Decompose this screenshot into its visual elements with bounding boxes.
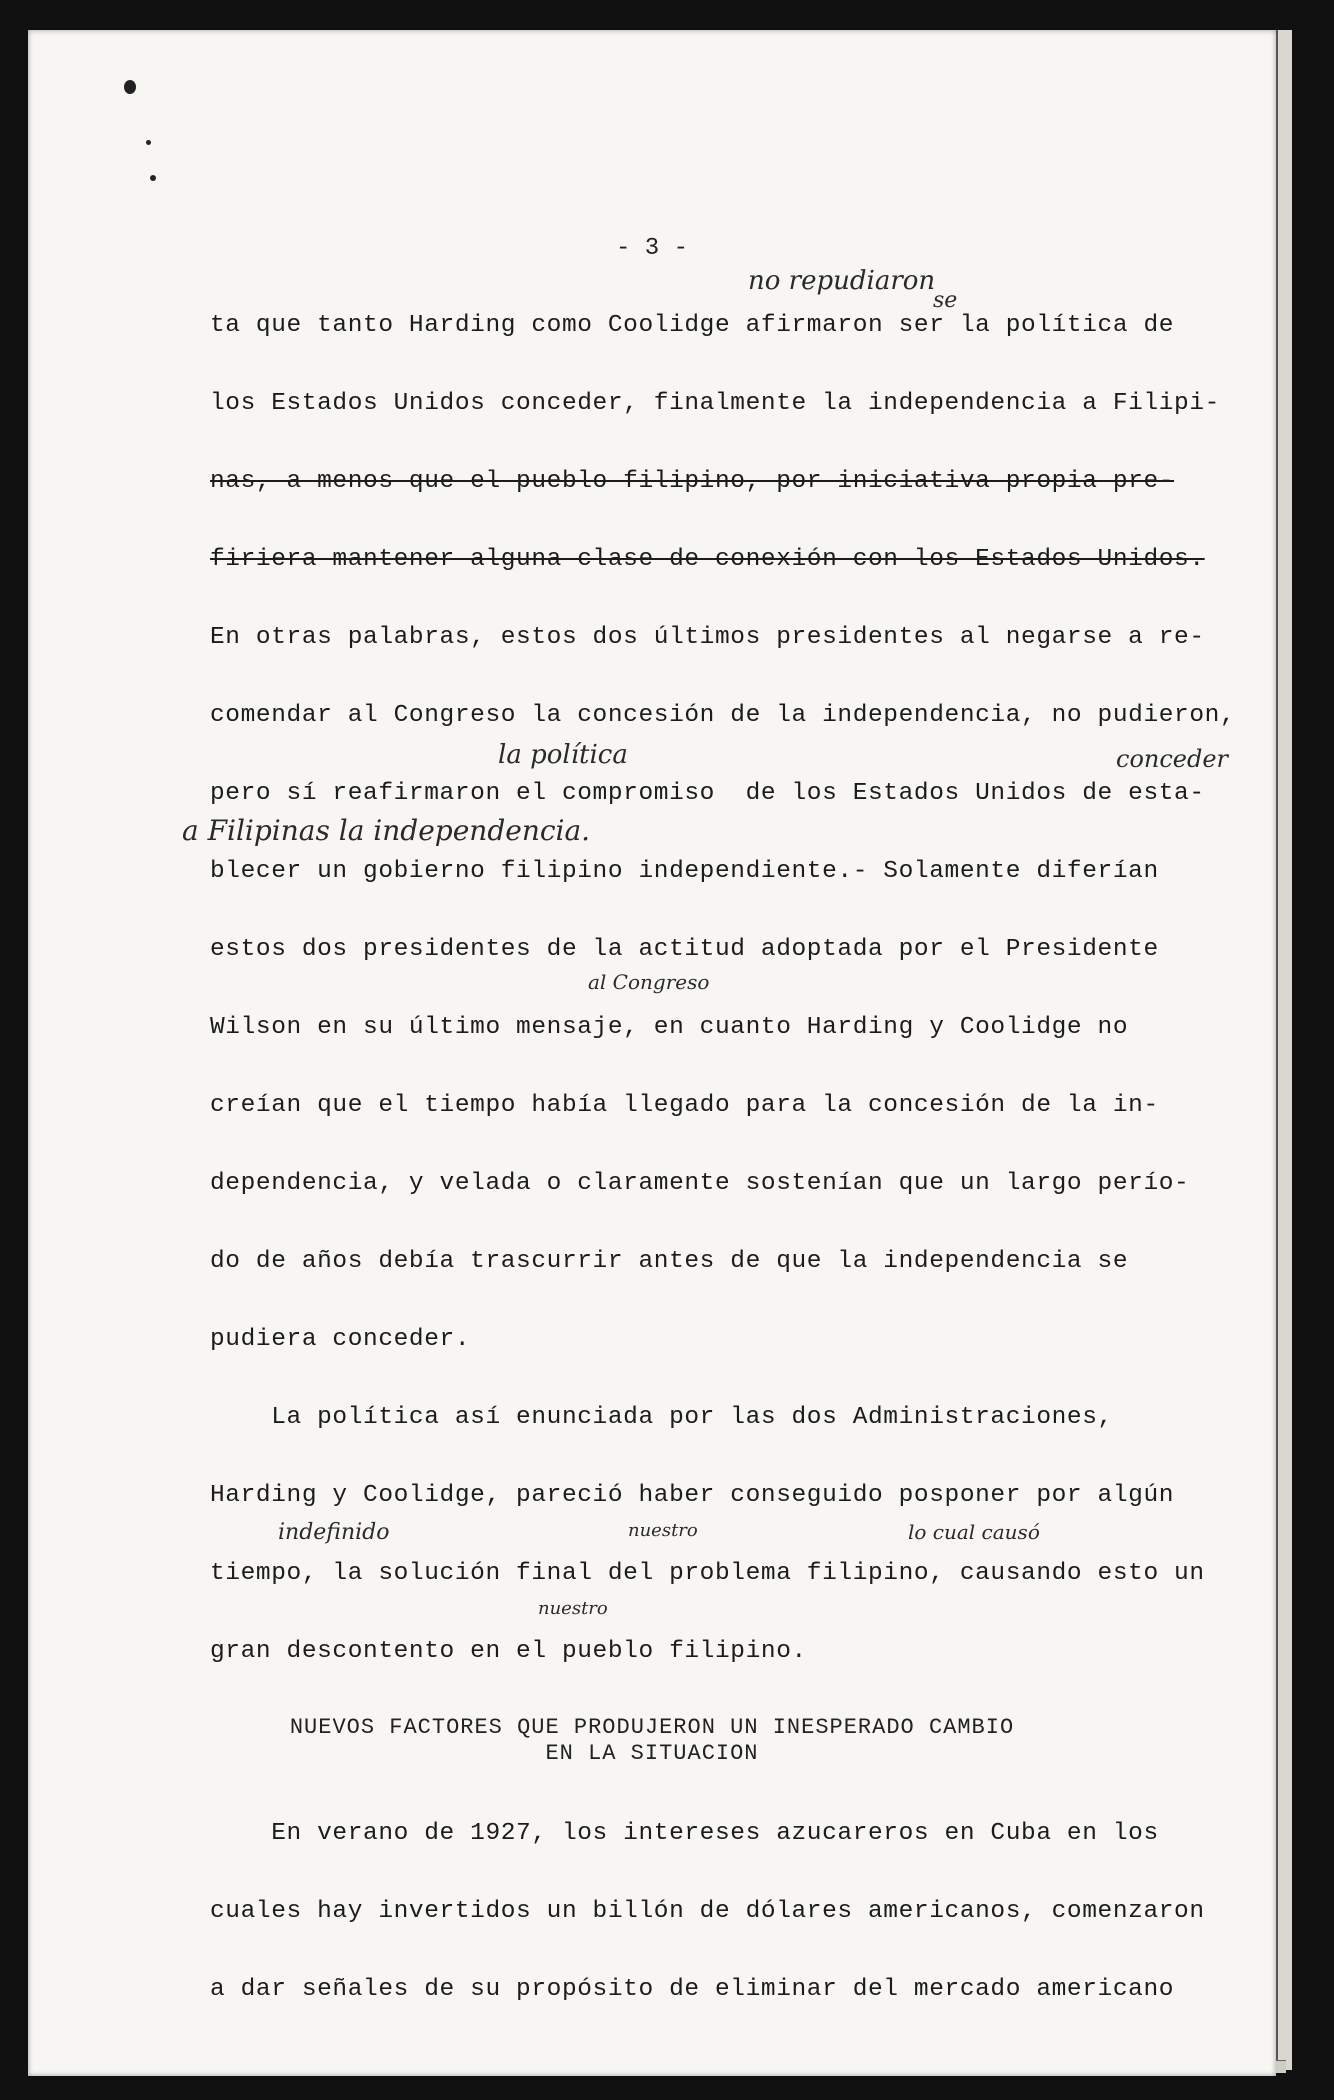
text-line: los Estados Unidos conceder, finalmente la independencia a Filipi- bbox=[210, 390, 1220, 417]
handwritten-annotation: no repudiaron bbox=[748, 266, 936, 296]
text-line: creían que el tiempo había llegado para la concesión de la in- bbox=[210, 1092, 1159, 1119]
text-line: En otras palabras, estos dos últimos presidentes al negarse a re- bbox=[210, 624, 1205, 651]
text-line-struck: firiera mantener alguna clase de conexión con los Estados Unidos. bbox=[210, 546, 1205, 573]
punch-mark bbox=[124, 80, 136, 94]
text-line: estos dos presidentes de la actitud adoptada por el Presidente bbox=[210, 936, 1159, 963]
handwritten-annotation: indefinido bbox=[278, 1520, 390, 1545]
text-line-struck: nas, a menos que el pueblo filipino, por iniciativa propia pre- bbox=[210, 468, 1175, 495]
section-heading-line-2: EN LA SITUACION bbox=[545, 1741, 759, 1766]
handwritten-annotation: nuestro bbox=[538, 1598, 608, 1619]
document-page bbox=[28, 30, 1276, 2076]
text-line: dependencia, y velada o claramente sostenían que un largo perío- bbox=[210, 1170, 1190, 1197]
text-line: La política así enunciada por las dos Administraciones, bbox=[210, 1404, 1113, 1431]
handwritten-annotation: nuestro bbox=[628, 1520, 698, 1541]
handwritten-annotation: conceder bbox=[1116, 745, 1229, 773]
text-line: Harding y Coolidge, pareció haber conseguido posponer por algún bbox=[210, 1482, 1175, 1509]
handwritten-annotation: a Filipinas la independencia. bbox=[182, 814, 591, 847]
text-line: pero sí reafirmaron el compromiso de los Estados Unidos de esta- bbox=[210, 780, 1205, 807]
text-line: Wilson en su último mensaje, en cuanto Harding y Coolidge no bbox=[210, 1014, 1129, 1041]
text-line: a dar señales de su propósito de eliminar del mercado americano bbox=[210, 1976, 1175, 2003]
page-number: - 3 - bbox=[615, 235, 688, 262]
text-line: ta que tanto Harding como Coolidge afirmaron ser la política de bbox=[210, 312, 1175, 339]
text-line: pudiera conceder. bbox=[210, 1326, 471, 1353]
handwritten-annotation: al Congreso bbox=[588, 970, 710, 994]
punch-mark bbox=[150, 175, 156, 181]
handwritten-annotation: la política bbox=[498, 740, 628, 770]
handwritten-annotation: se bbox=[933, 288, 958, 313]
punch-mark bbox=[146, 140, 151, 145]
text-line: tiempo, la solución final del problema filipino, causando esto un bbox=[210, 1560, 1205, 1587]
text-line: cuales hay invertidos un billón de dólares americanos, comenzaron bbox=[210, 1898, 1205, 1925]
text-line: blecer un gobierno filipino independiente.- Solamente diferían bbox=[210, 858, 1159, 885]
text-line: comendar al Congreso la concesión de la independencia, no pudieron, bbox=[210, 702, 1236, 729]
page-stack-edge-right bbox=[1276, 30, 1292, 2070]
text-line: do de años debía trascurrir antes de que la independencia se bbox=[210, 1248, 1129, 1275]
text-line: gran descontento en el pueblo filipino. bbox=[210, 1638, 807, 1665]
handwritten-annotation: lo cual causó bbox=[908, 1520, 1040, 1544]
text-line: En verano de 1927, los intereses azucareros en Cuba en los bbox=[210, 1820, 1159, 1847]
section-heading-line-1: NUEVOS FACTORES QUE PRODUJERON UN INESPERADO CAMBIO bbox=[289, 1715, 1015, 1740]
